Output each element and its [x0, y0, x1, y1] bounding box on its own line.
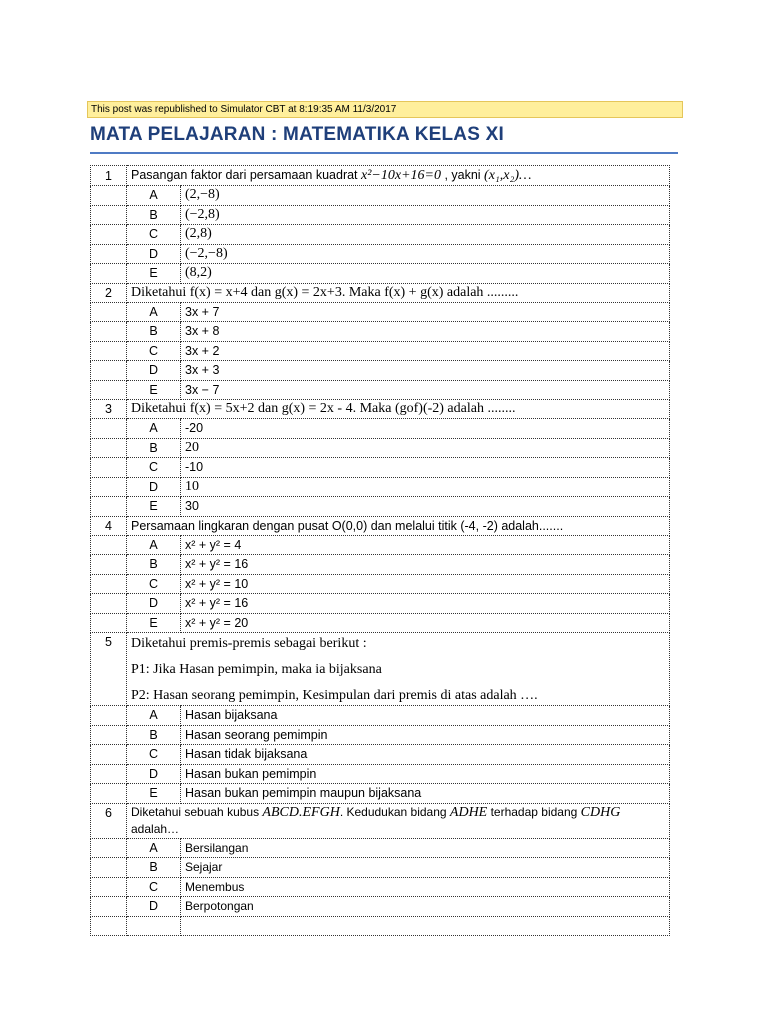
- option-text: 3x + 3: [181, 361, 670, 381]
- question-text: Diketahui f(x) = x+4 dan g(x) = 2x+3. Maka f(x) + g(x) adalah .........: [127, 283, 670, 302]
- option-row: [91, 205, 670, 225]
- option-row: [91, 186, 670, 206]
- option-row: [91, 302, 670, 322]
- option-text: Sejajar: [181, 858, 670, 878]
- option-row: [91, 594, 670, 614]
- option-letter: C: [127, 341, 181, 361]
- option-text: [181, 916, 670, 936]
- option-text: (−2,−8): [181, 244, 670, 264]
- option-text: x² + y² = 4: [181, 535, 670, 555]
- option-text: Menembus: [181, 877, 670, 897]
- option-row: [91, 745, 670, 765]
- option-row: [91, 555, 670, 575]
- math-expression: CDHG: [580, 804, 621, 820]
- option-letter: D: [127, 594, 181, 614]
- option-text: 20: [181, 438, 670, 458]
- question-row: [91, 400, 670, 419]
- option-text: x² + y² = 16: [181, 594, 670, 614]
- premise-line: P2: Hasan seorang pemimpin, Kesimpulan dari premis di atas adalah ….: [131, 688, 538, 703]
- option-row: [91, 838, 670, 858]
- option-text: (8,2): [181, 264, 670, 284]
- option-row: [91, 497, 670, 517]
- republish-banner: This post was republished to Simulator CBT at 8:19:35 AM 11/3/2017: [87, 101, 683, 118]
- option-letter: C: [127, 458, 181, 478]
- question-number: 6: [91, 803, 127, 838]
- option-letter: [127, 916, 181, 936]
- option-row: [91, 706, 670, 726]
- option-row: [91, 438, 670, 458]
- option-row: [91, 458, 670, 478]
- option-text: Hasan bukan pemimpin: [181, 764, 670, 784]
- option-letter: B: [127, 555, 181, 575]
- option-letter: D: [127, 477, 181, 497]
- option-row: [91, 725, 670, 745]
- option-text: Bersilangan: [181, 838, 670, 858]
- question-text: [127, 166, 670, 186]
- option-letter: A: [127, 302, 181, 322]
- math-expression: ADHE: [449, 804, 488, 820]
- option-row: [91, 419, 670, 439]
- option-letter: B: [127, 205, 181, 225]
- option-letter: E: [127, 497, 181, 517]
- option-row: [91, 244, 670, 264]
- question-row: [91, 516, 670, 535]
- option-letter: E: [127, 264, 181, 284]
- math-expression: (x₁,x₂)…: [484, 168, 532, 183]
- option-letter: A: [127, 186, 181, 206]
- option-text: x² + y² = 10: [181, 574, 670, 594]
- option-text: x² + y² = 16: [181, 555, 670, 575]
- option-text: (2,−8): [181, 186, 670, 206]
- question-text-part: adalah…: [131, 821, 180, 836]
- option-text: 10: [181, 477, 670, 497]
- option-row: [91, 858, 670, 878]
- option-letter: A: [127, 535, 181, 555]
- question-number: 1: [91, 166, 127, 186]
- option-row: [91, 361, 670, 381]
- option-letter: D: [127, 361, 181, 381]
- option-letter: D: [127, 897, 181, 917]
- math-expression: x²−10x+16=0: [361, 168, 441, 183]
- option-row: [91, 877, 670, 897]
- option-text: Berpotongan: [181, 897, 670, 917]
- question-table: [90, 165, 670, 936]
- option-row: [91, 784, 670, 804]
- question-row: [91, 633, 670, 706]
- option-letter: A: [127, 838, 181, 858]
- option-letter: B: [127, 322, 181, 342]
- option-text: -20: [181, 419, 670, 439]
- page-title: MATA PELAJARAN : MATEMATIKA KELAS XI: [90, 124, 504, 145]
- premise-line: Diketahui premis-premis sebagai berikut :: [131, 636, 367, 651]
- option-letter: E: [127, 380, 181, 400]
- option-letter: E: [127, 613, 181, 633]
- option-letter: C: [127, 574, 181, 594]
- option-letter: B: [127, 725, 181, 745]
- option-text: Hasan seorang pemimpin: [181, 725, 670, 745]
- option-row: [91, 264, 670, 284]
- option-text: Hasan bijaksana: [181, 706, 670, 726]
- question-text-part: terhadap bidang: [487, 804, 581, 819]
- option-text: -10: [181, 458, 670, 478]
- option-row: [91, 897, 670, 917]
- question-number: 4: [91, 516, 127, 535]
- question-row: [91, 803, 670, 838]
- question-text-part: Pasangan faktor dari persamaan kuadrat: [131, 168, 361, 182]
- option-letter: B: [127, 858, 181, 878]
- option-row: [91, 341, 670, 361]
- option-row: [91, 477, 670, 497]
- option-letter: A: [127, 419, 181, 439]
- option-row: [91, 322, 670, 342]
- option-letter: B: [127, 438, 181, 458]
- question-row: [91, 283, 670, 302]
- question-text-part: , yakni: [440, 168, 485, 182]
- option-text: 3x − 7: [181, 380, 670, 400]
- option-text: (2,8): [181, 225, 670, 245]
- option-row: [91, 574, 670, 594]
- option-text: Hasan bukan pemimpin maupun bijaksana: [181, 784, 670, 804]
- option-row: [91, 613, 670, 633]
- title-underline: [90, 152, 678, 154]
- option-letter: D: [127, 764, 181, 784]
- question-text: [127, 633, 670, 706]
- option-text: x² + y² = 20: [181, 613, 670, 633]
- option-text: 3x + 8: [181, 322, 670, 342]
- question-row: [91, 166, 670, 186]
- question-number: 5: [91, 633, 127, 706]
- question-text: Persamaan lingkaran dengan pusat O(0,0) dan melalui titik (-4, -2) adalah.......: [127, 516, 670, 535]
- option-letter: C: [127, 877, 181, 897]
- math-expression: ABCD.EFGH: [262, 804, 340, 820]
- option-row: [91, 380, 670, 400]
- option-text: 30: [181, 497, 670, 517]
- question-number: 2: [91, 283, 127, 302]
- option-text: (−2,8): [181, 205, 670, 225]
- option-row: [91, 764, 670, 784]
- question-text: Diketahui f(x) = 5x+2 dan g(x) = 2x - 4. Maka (gof)(-2) adalah ........: [127, 400, 670, 419]
- option-row: [91, 535, 670, 555]
- option-letter: C: [127, 745, 181, 765]
- option-row: [91, 916, 670, 936]
- option-text: 3x + 7: [181, 302, 670, 322]
- option-text: 3x + 2: [181, 341, 670, 361]
- question-number: 3: [91, 400, 127, 419]
- question-text-part: . Kedudukan bidang: [339, 804, 450, 819]
- option-text: Hasan tidak bijaksana: [181, 745, 670, 765]
- question-text: [127, 803, 670, 838]
- option-letter: E: [127, 784, 181, 804]
- premise-line: P1: Jika Hasan pemimpin, maka ia bijaksana: [131, 662, 382, 677]
- option-letter: A: [127, 706, 181, 726]
- option-row: [91, 225, 670, 245]
- option-letter: C: [127, 225, 181, 245]
- option-letter: D: [127, 244, 181, 264]
- question-text-part: Diketahui sebuah kubus: [131, 804, 263, 819]
